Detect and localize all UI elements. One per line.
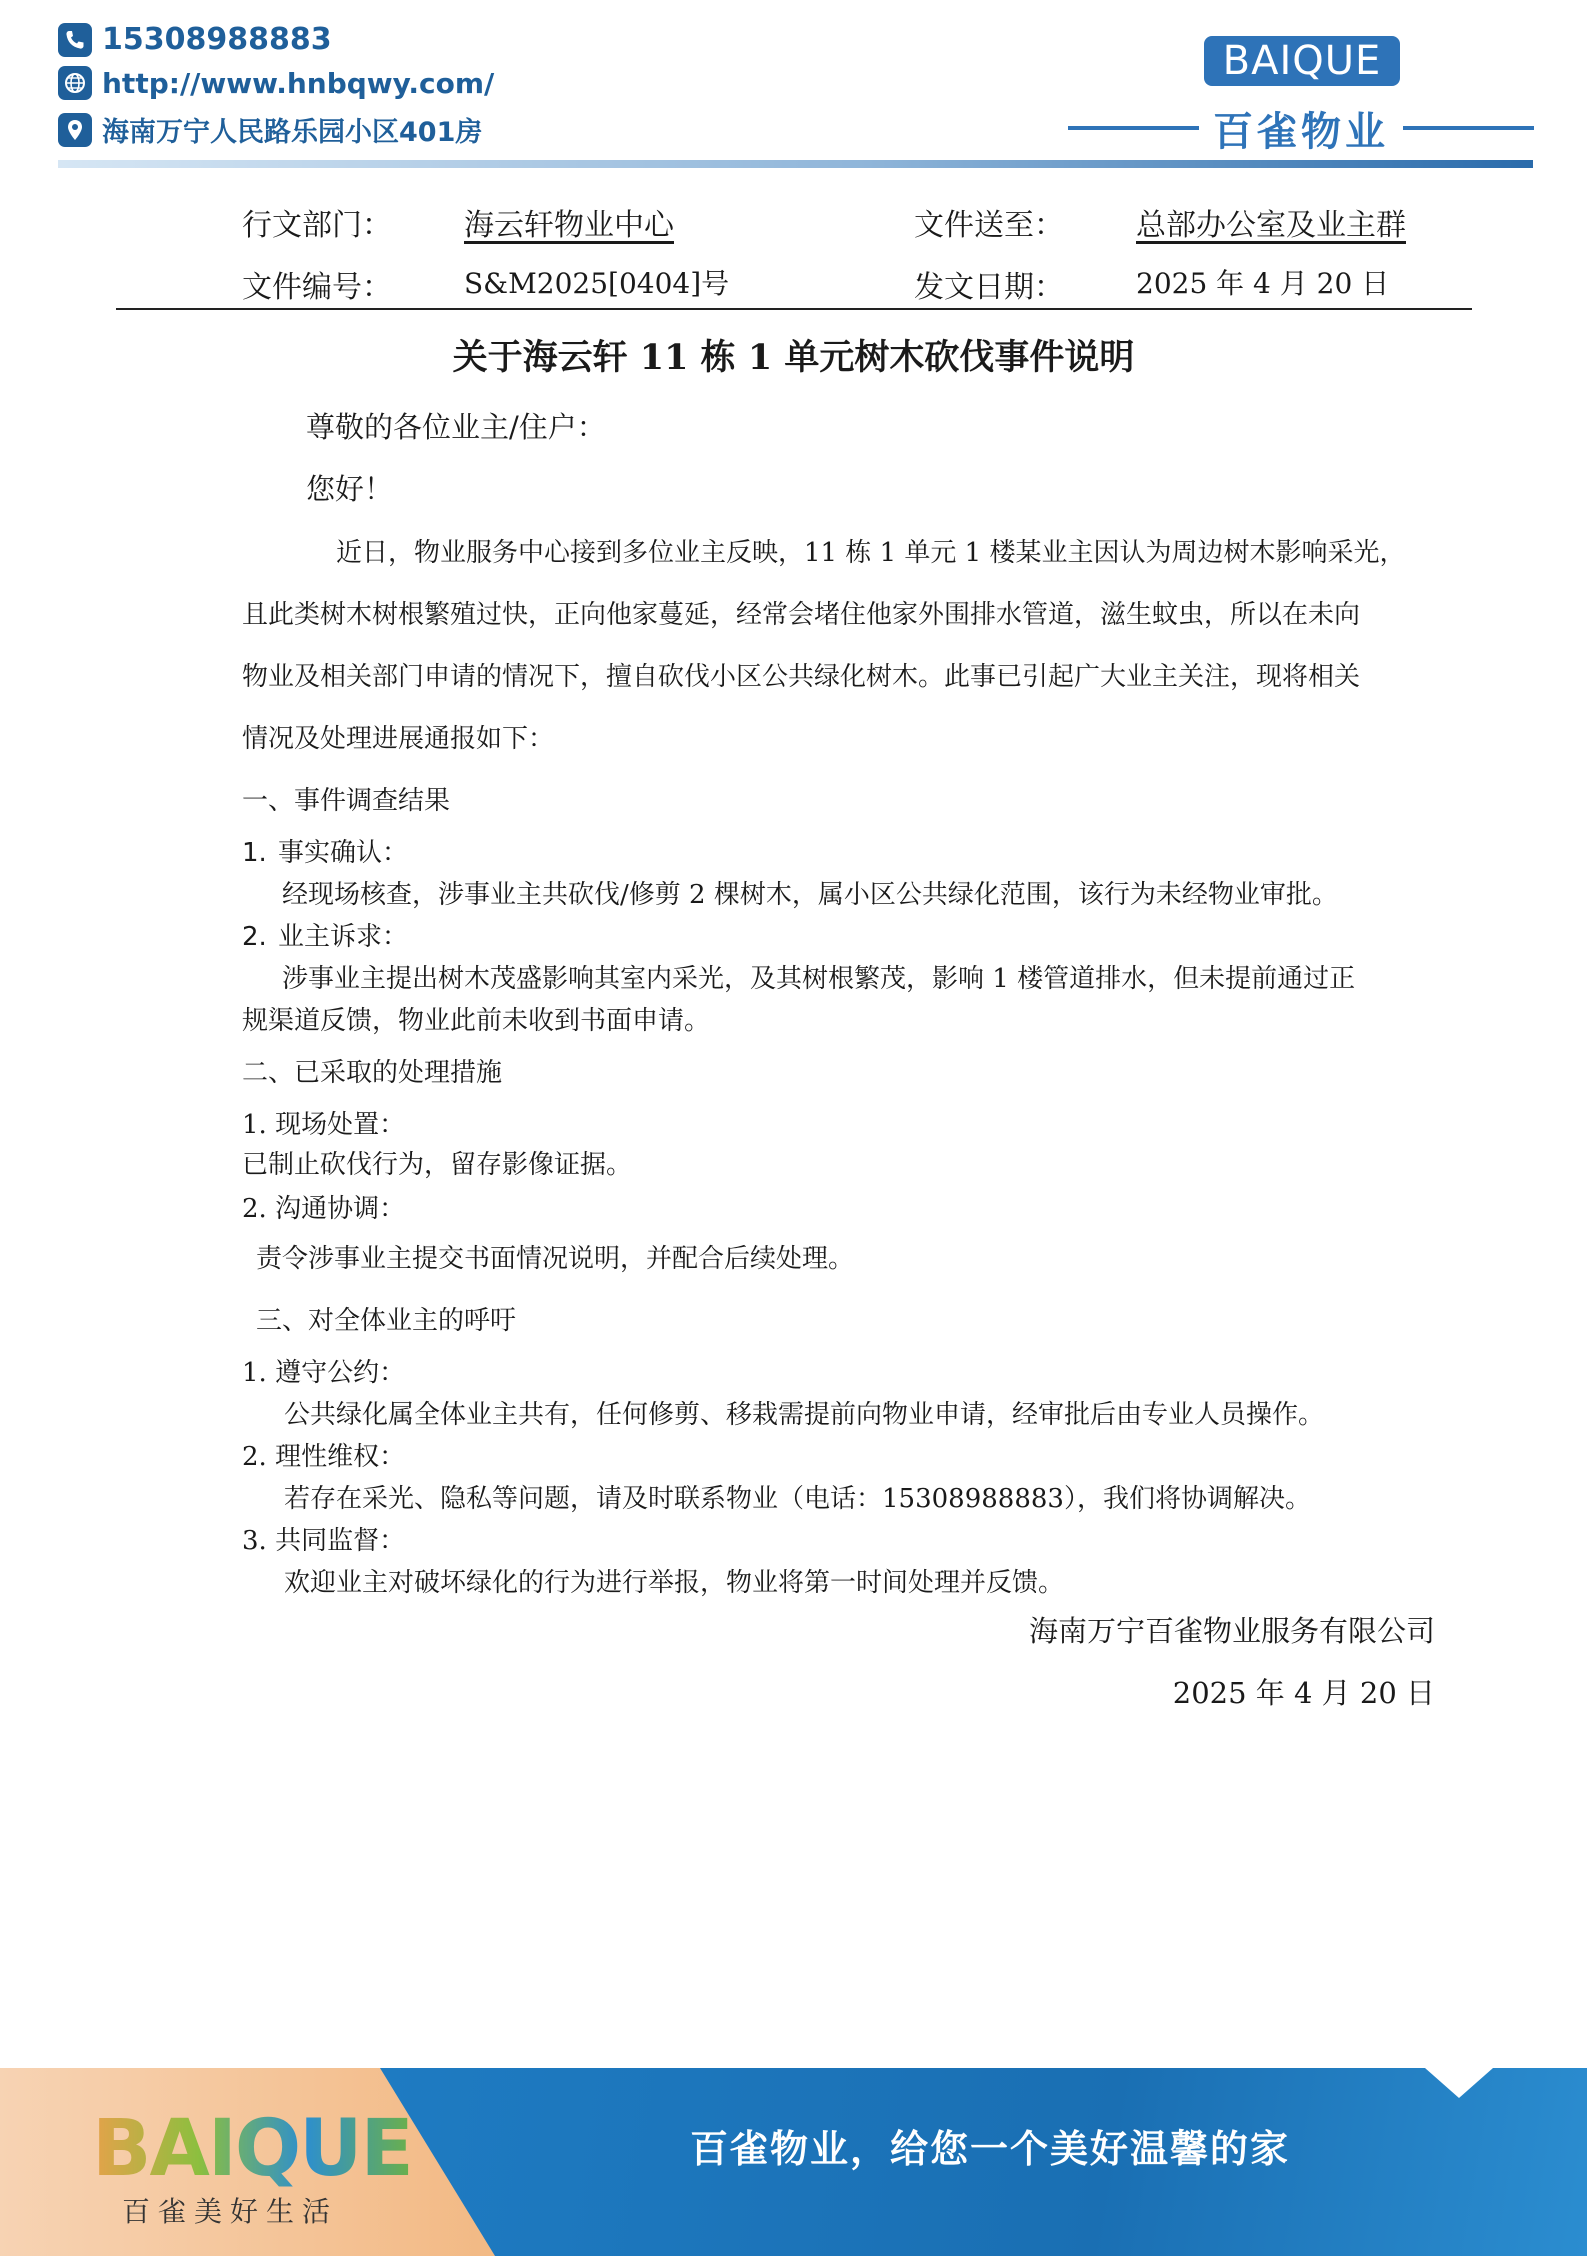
header-divider-bar bbox=[58, 160, 1533, 168]
section-2-title: 二、已采取的处理措施 bbox=[242, 1058, 503, 1088]
section-1-item-2-num: 2. bbox=[242, 922, 267, 952]
section-2-item-1-body: 已制止砍伐行为，留存影像证据。 bbox=[242, 1150, 633, 1180]
section-1-item-1-head: 事实确认： bbox=[278, 838, 409, 868]
location-pin-icon bbox=[58, 113, 92, 147]
doc-no-value: S&M2025[0404]号 bbox=[464, 267, 730, 300]
intro-line: 物业及相关部门申请的情况下，擅自砍伐小区公共绿化树木。此事已引起广大业主关注，现将相关 bbox=[242, 662, 1361, 692]
signature-date: 2025 年 4 月 20 日 bbox=[1172, 1676, 1435, 1710]
section-3-item-1: 1. 遵守公约： bbox=[242, 1358, 406, 1388]
address-text: 海南万宁人民路乐园小区401房 bbox=[102, 117, 483, 148]
section-1-item-2-head: 业主诉求： bbox=[278, 922, 409, 952]
logo-line-left bbox=[1068, 126, 1199, 130]
logo-line-right bbox=[1403, 126, 1534, 130]
to-label: 文件送至： bbox=[914, 208, 1064, 243]
intro-line: 且此类树木树根繁殖过快，正向他家蔓延，经常会堵住他家外围排水管道，滋生蚊虫，所以在未向 bbox=[242, 600, 1361, 630]
section-1-item-1-num: 1. bbox=[242, 838, 267, 868]
signature-company: 海南万宁百雀物业服务有限公司 bbox=[1028, 1614, 1435, 1648]
website-link[interactable]: http://www.hnbqwy.com/ bbox=[102, 66, 495, 100]
phone-number[interactable]: 15308988883 bbox=[102, 22, 332, 57]
salutation: 尊敬的各位业主/住户： bbox=[306, 410, 606, 444]
date-value: 2025 年 4 月 20 日 bbox=[1136, 267, 1390, 300]
dept-label: 行文部门： bbox=[242, 208, 392, 243]
section-3-item-3-body: 欢迎业主对破坏绿化的行为进行举报，物业将第一时间处理并反馈。 bbox=[284, 1568, 1065, 1598]
section-3-title: 三、对全体业主的呼吁 bbox=[256, 1306, 517, 1336]
globe-icon bbox=[58, 66, 92, 100]
date-label: 发文日期： bbox=[914, 270, 1064, 305]
phone-row bbox=[58, 22, 332, 57]
section-2-item-2-body: 责令涉事业主提交书面情况说明，并配合后续处理。 bbox=[256, 1244, 855, 1274]
brand-logo-cn-text: 百雀物业 bbox=[1213, 108, 1389, 155]
section-3-item-2: 2. 理性维权： bbox=[242, 1442, 406, 1472]
brand-logo-cn bbox=[1068, 100, 1534, 156]
footer-brand-sub: 百雀美好生活 bbox=[122, 2195, 339, 2228]
phone-icon bbox=[58, 23, 92, 57]
brand-logo-en: BAIQUE bbox=[1204, 36, 1400, 86]
section-3-item-1-body: 公共绿化属全体业主共有，任何修剪、移栽需提前向物业申请，经审批后由专业人员操作。 bbox=[284, 1400, 1325, 1430]
footer-slogan: 百雀物业，给您一个美好温馨的家 bbox=[690, 2127, 1291, 2171]
greeting: 您好！ bbox=[306, 472, 394, 506]
section-3-item-3: 3. 共同监督： bbox=[242, 1526, 406, 1556]
document-title: 关于海云轩 11 栋 1 单元树木砍伐事件说明 bbox=[452, 337, 1135, 378]
intro-line: 情况及处理进展通报如下： bbox=[242, 724, 555, 754]
section-1-item-1-body: 经现场核查，涉事业主共砍伐/修剪 2 棵树木，属小区公共绿化范围，该行为未经物业审批。 bbox=[282, 880, 1338, 910]
section-2-item-2: 2. 沟通协调： bbox=[242, 1194, 406, 1224]
to-value: 总部办公室及业主群 bbox=[1136, 208, 1406, 243]
section-2-item-1: 1. 现场处置： bbox=[242, 1110, 406, 1140]
website-row bbox=[58, 66, 494, 100]
address-row bbox=[58, 110, 482, 149]
section-1-item-2-body: 规渠道反馈，物业此前未收到书面申请。 bbox=[242, 1006, 711, 1036]
meta-divider bbox=[116, 308, 1472, 310]
footer-notch bbox=[1425, 2068, 1493, 2098]
footer-brand-logo: BAIQUE bbox=[92, 2104, 412, 2194]
section-1-item-2-body: 涉事业主提出树木茂盛影响其室内采光，及其树根繁茂，影响 1 楼管道排水，但未提前通过正 bbox=[282, 964, 1356, 994]
intro-line: 近日，物业服务中心接到多位业主反映，11 栋 1 单元 1 楼某业主因认为周边树木影响采光， bbox=[336, 538, 1406, 568]
section-1-title: 一、事件调查结果 bbox=[242, 786, 451, 816]
dept-value: 海云轩物业中心 bbox=[464, 208, 674, 243]
section-3-item-2-body: 若存在采光、隐私等问题，请及时联系物业（电话：15308988883），我们将协调解决。 bbox=[284, 1484, 1311, 1514]
doc-no-label: 文件编号： bbox=[242, 270, 392, 305]
